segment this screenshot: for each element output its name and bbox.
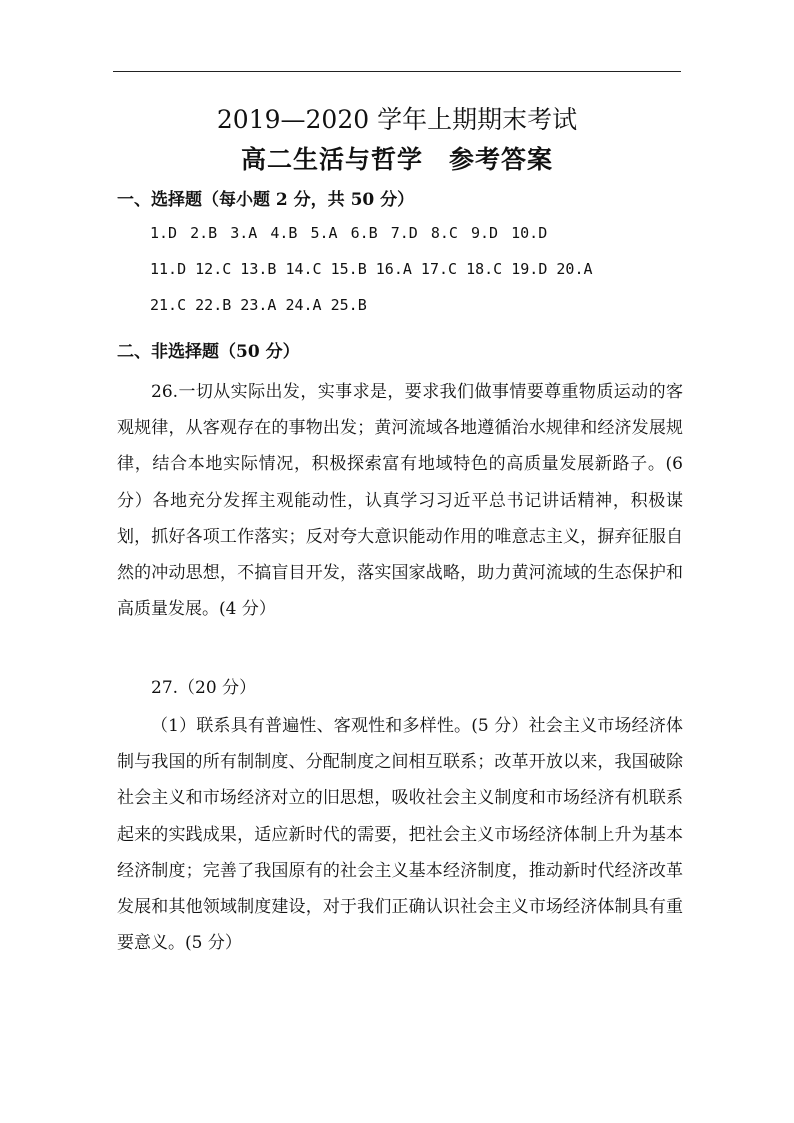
exam-title: 2019—2020 学年上期期末考试 — [216, 105, 578, 134]
choice-answers-row-2: 11.D 12.C 13.B 14.C 15.B 16.A 17.C 18.C 19.D 20.A — [150, 260, 593, 278]
choice-answers-row-1: 1.D 2.B 3.A 4.B 5.A 6.B 7.D 8.C 9.D 10.D — [150, 224, 548, 242]
section-open-heading: 二、非选择题（50 分） — [117, 342, 300, 362]
question-26-answer: 26.一切从实际出发，实事求是，要求我们做事情要尊重物质运动的客观规律，从客观存在的事物出发；黄河流域各地遵循治水规律和经济发展规律，结合本地实际情况，积极探索富有地域特色的高质量发展新路子。(6 分）各地充分发挥主观能动性，认真学习习近平总书记讲话精神，积极谋划，抓好各项工作落实；反对夸大意识能动作用的唯意志主义，摒弃征服自然的冲动思想，不搞盲目开发，落实国家战略，助力黄河流域的生态保护和高质量发展。(4 分） — [117, 382, 683, 620]
question-27-part-1-answer: （1）联系具有普遍性、客观性和多样性。(5 分）社会主义市场经济体制与我国的所有制制度、分配制度之间相互联系；改革开放以来，我国破除社会主义和市场经济对立的旧思想，吸收社会主义制度和市场经济有机联系起来的实践成果，适应新时代的需要，把社会主义市场经济体制上升为基本经济制度；完善了我国原有的社会主义基本经济制度，推动新时代经济改革发展和其他领域制度建设，对于我们正确认识社会主义市场经济体制具有重要意义。(5 分） — [117, 716, 683, 954]
question-27-heading: 27.（20 分） — [151, 678, 257, 698]
choice-answers-row-3: 21.C 22.B 23.A 24.A 25.B — [150, 296, 367, 314]
exam-subtitle: 高二生活与哲学 参考答案 — [240, 145, 553, 174]
section-choice-heading: 一、选择题（每小题 2 分，共 50 分） — [117, 190, 415, 210]
header-rule — [113, 71, 681, 72]
